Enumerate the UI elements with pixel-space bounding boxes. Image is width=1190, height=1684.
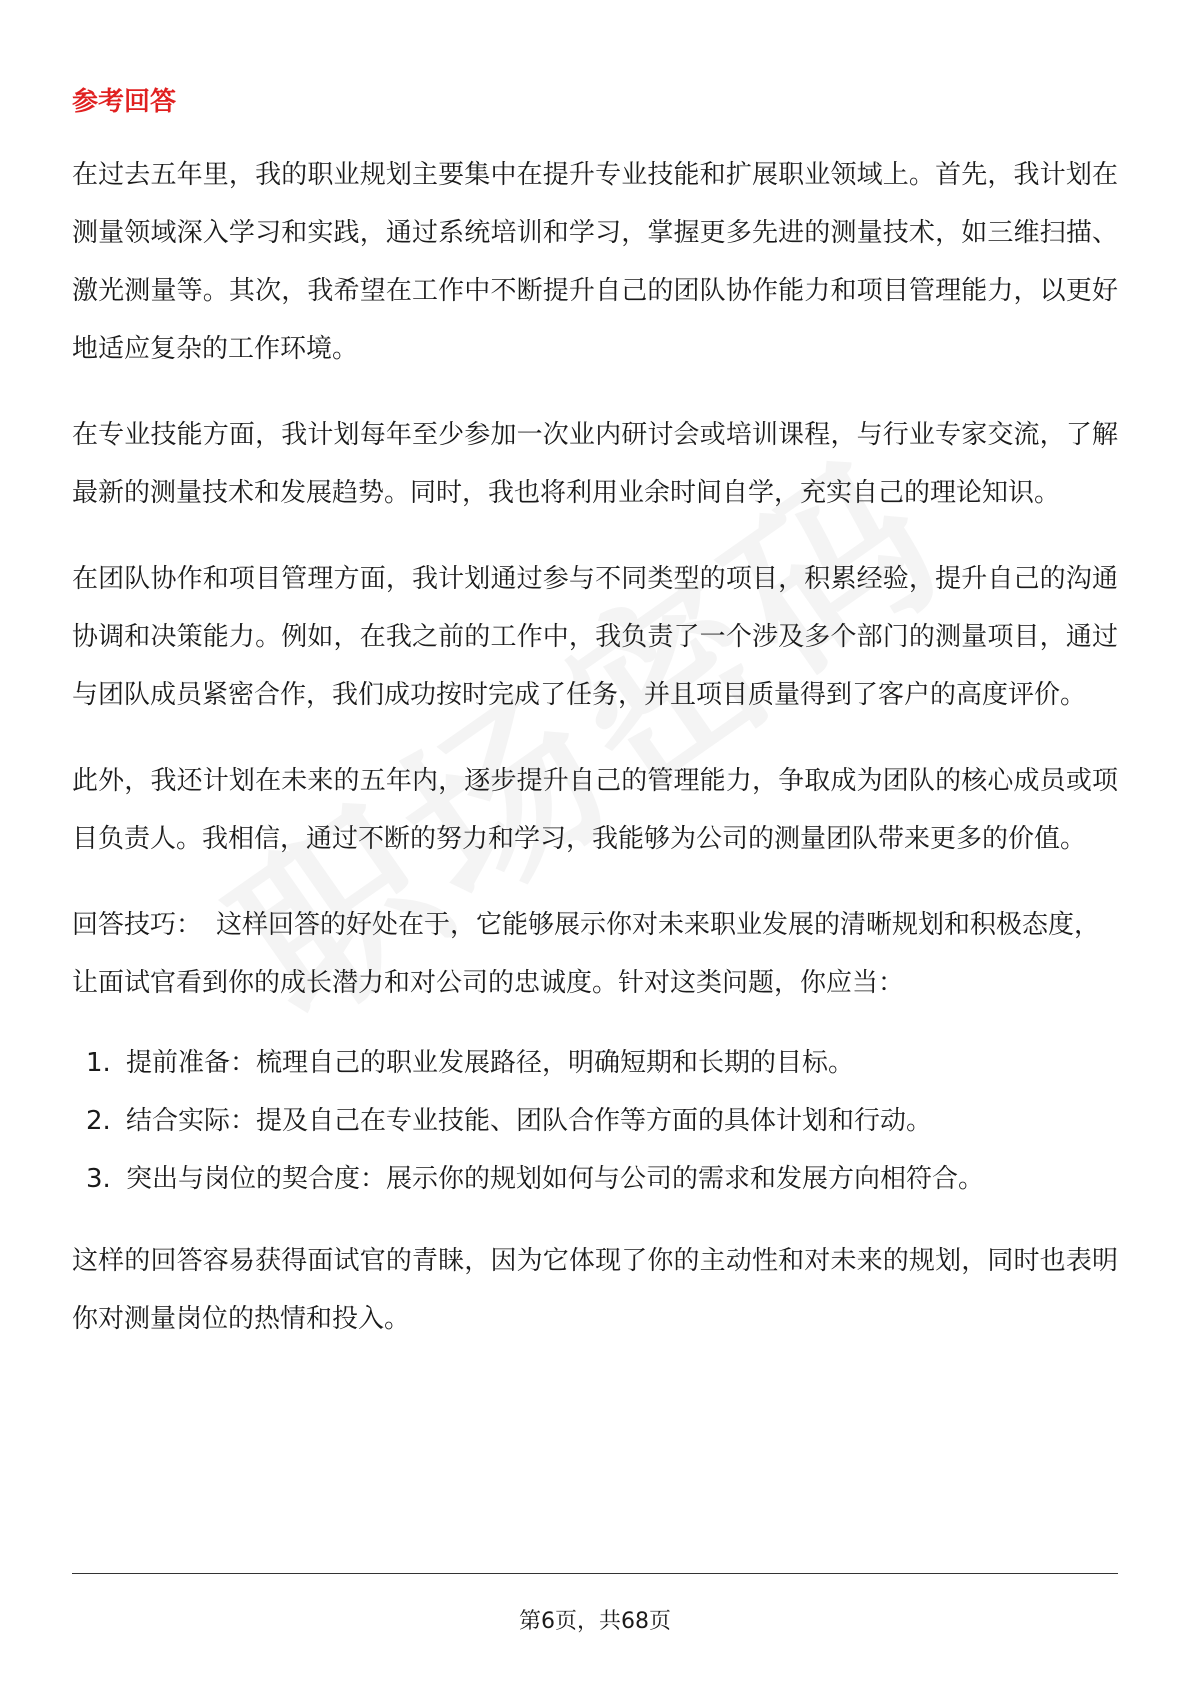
- list-item: [86, 1034, 1118, 1092]
- list-number: 2.: [86, 1106, 111, 1136]
- page-number: 第6页，共68页: [519, 1609, 671, 1634]
- list-item: [86, 1092, 1118, 1150]
- closing-paragraph: 这样的回答容易获得面试官的青睐，因为它体现了你的主动性和对未来的规划，同时也表明你对测量岗位的热情和投入。: [72, 1246, 1118, 1334]
- footer-divider: [72, 1573, 1118, 1574]
- list-number: 1.: [86, 1048, 111, 1078]
- list-item-text: 结合实际：提及自己在专业技能、团队合作等方面的具体计划和行动。: [126, 1106, 933, 1136]
- list-item: [86, 1150, 1118, 1208]
- answer-paragraph-4: 此外，我还计划在未来的五年内，逐步提升自己的管理能力，争取成为团队的核心成员或项目负责人。我相信，通过不断的努力和学习，我能够为公司的测量团队带来更多的价值。: [72, 766, 1118, 854]
- tips-text: 这样回答的好处在于，它能够展示你对未来职业发展的清晰规划和积极态度，让面试官看到你的成长潜力和对公司的忠诚度。针对这类问题，你应当：: [72, 910, 1101, 998]
- main-content: [72, 82, 1118, 1376]
- answer-paragraph-2: 在专业技能方面，我计划每年至少参加一次业内研讨会或培训课程，与行业专家交流，了解最新的测量技术和发展趋势。同时，我也将利用业余时间自学，充实自己的理论知识。: [72, 420, 1118, 508]
- list-item-text: 提前准备：梳理自己的职业发展路径，明确短期和长期的目标。: [126, 1048, 855, 1078]
- list-number: 3.: [86, 1164, 111, 1194]
- answer-paragraph-3: 在团队协作和项目管理方面，我计划通过参与不同类型的项目，积累经验，提升自己的沟通协调和决策能力。例如，在我之前的工作中，我负责了一个涉及多个部门的测量项目，通过与团队成员紧密合作，我们成功按时完成了任务，并且项目质量得到了客户的高度评价。: [72, 564, 1118, 710]
- list-item-text: 突出与岗位的契合度：展示你的规划如何与公司的需求和发展方向相符合。: [126, 1164, 985, 1194]
- section-heading: 参考回答: [72, 87, 177, 117]
- tips-list: [72, 1034, 1118, 1208]
- tips-label: 回答技巧：: [72, 910, 203, 940]
- answer-tips: [72, 896, 1118, 1012]
- answer-paragraph-1: 在过去五年里，我的职业规划主要集中在提升专业技能和扩展职业领域上。首先，我计划在测量领域深入学习和实践，通过系统培训和学习，掌握更多先进的测量技术，如三维扫描、激光测量等。其次，我希望在工作中不断提升自己的团队协作能力和项目管理能力，以更好地适应复杂的工作环境。: [72, 160, 1118, 364]
